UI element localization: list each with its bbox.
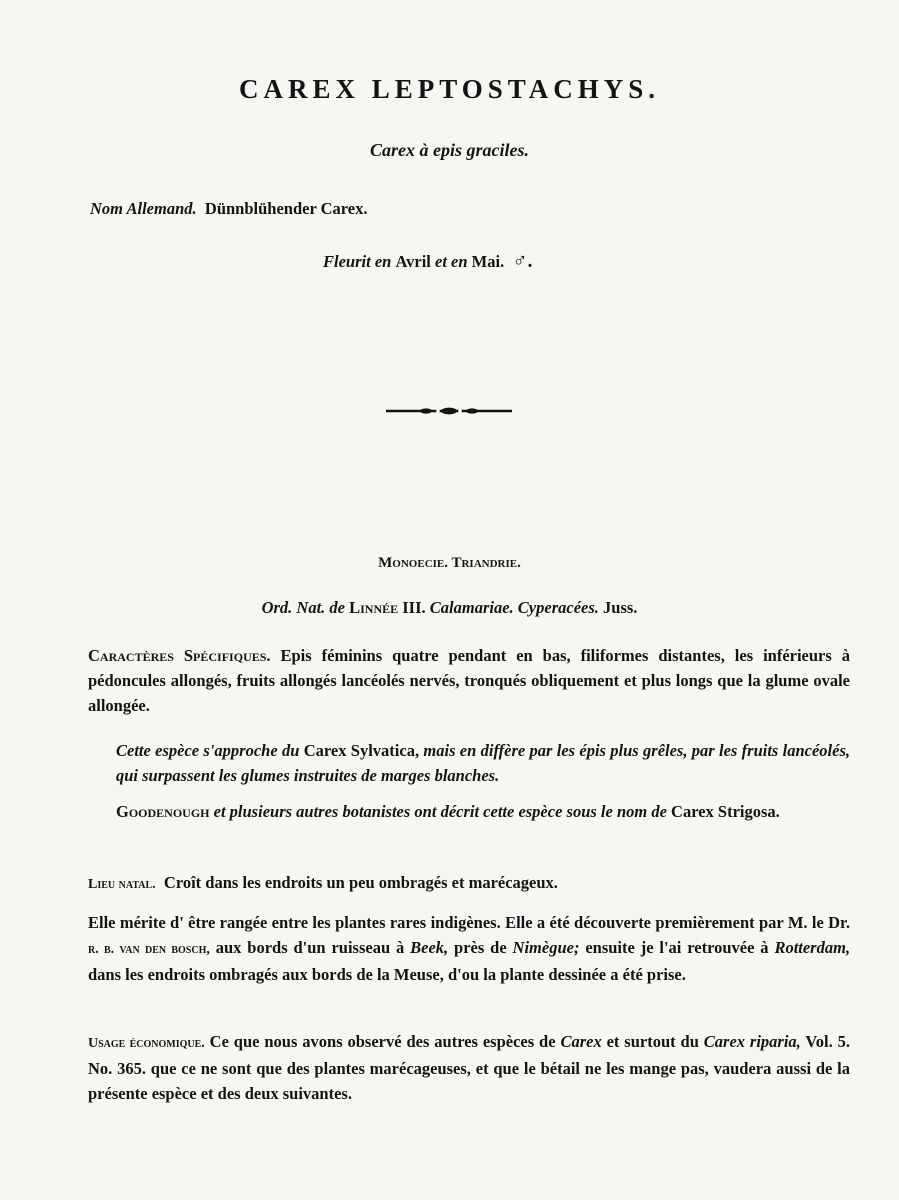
flowering-fleurit: Fleurit	[323, 252, 371, 271]
flowering-line	[323, 250, 532, 273]
usage-paragraph	[88, 1029, 850, 1106]
characters-text: Epis féminins quatre pendant en bas, filiformes distantes, les inférieurs à pédoncules allongés, fruits allongés lancéolés nervés, tronqués obliquement et plus longs que la glume ovale allongée.	[88, 646, 850, 715]
order-number: III.	[402, 598, 426, 617]
order-linnee: Linnée	[349, 598, 399, 617]
usage-label: Usage économique.	[88, 1036, 205, 1051]
note2-c: Carex Strigosa.	[671, 802, 780, 821]
male-symbol-icon: ♂.	[512, 250, 533, 272]
page-title: CAREX LEPTOSTACHYS.	[238, 74, 661, 104]
note-sylvatica	[116, 738, 850, 788]
habitat-label: Lieu natal.	[88, 877, 156, 892]
flowering-en-2: en	[451, 252, 468, 271]
habitat-detail-paragraph	[88, 910, 850, 987]
note1-a: Cette espèce s'approche du	[116, 741, 300, 760]
order-prefix: Ord. Nat. de	[261, 598, 345, 617]
habitat-detail-beek: Beek,	[410, 938, 449, 957]
order-line	[0, 598, 899, 618]
usage-a: Ce que nous avons observé des autres espèces de	[209, 1032, 556, 1051]
usage-e: Vol. 5. No. 365. que ce ne sont que des plantes marécageuses, et que le bétail ne les mange pas, vaudera aussi de la présente espèce et des deux suivantes.	[88, 1032, 851, 1103]
habitat-text: Croît dans les endroits un peu ombragés et marécageux.	[163, 873, 558, 892]
habitat-detail-i: dans les endroits ombragés aux bords de la Meuse, d'ou la plante dessinée a été prise.	[88, 965, 686, 984]
german-name-value: Dünnblühender Carex.	[204, 199, 368, 218]
habitat-detail-rotterdam: Rotterdam,	[774, 938, 851, 957]
order-calamariae: Calamariae.	[429, 598, 514, 617]
flowering-avril: Avril	[395, 252, 431, 271]
habitat-detail-nimegue: Nimègue;	[512, 938, 580, 957]
characters-paragraph	[88, 643, 850, 718]
note2-a: Goodenough	[116, 802, 210, 821]
note1-b: Carex Sylvatica,	[303, 741, 420, 760]
order-juss: Juss.	[603, 598, 638, 617]
flowering-mai: Mai.	[471, 252, 505, 271]
ornament-divider-icon	[386, 404, 512, 418]
german-name-line	[90, 199, 368, 219]
classification-heading: Monoecie. Triandrie.	[378, 555, 521, 571]
habitat-detail-e: près de	[454, 938, 507, 957]
order-cyperacees: Cyperacées.	[517, 598, 599, 617]
flowering-et: et	[435, 252, 447, 271]
habitat-detail-g: ensuite je l'ai retrouvée à	[585, 938, 769, 957]
page-subtitle: Carex à epis graciles.	[370, 140, 529, 160]
german-name-label: Nom Allemand.	[90, 199, 197, 218]
note1-c: mais en diffère par les épis plus grêles, par les fruits lancéolés, qui surpassent les glumes instruites de marges blanches.	[116, 741, 851, 785]
habitat-line	[88, 873, 558, 893]
habitat-detail-a: Elle mérite d' être rangée entre les plantes rares indigènes. Elle a été découverte premièrement par M. le Dr.	[88, 913, 850, 932]
characters-label: Caractères Spécifiques.	[88, 646, 271, 665]
usage-c: et surtout du	[606, 1032, 699, 1051]
habitat-detail-c: aux bords d'un ruisseau à	[215, 938, 405, 957]
note2-b: et plusieurs autres botanistes ont décrit cette espèce sous le nom de	[213, 802, 667, 821]
flowering-en: en	[374, 252, 392, 271]
note-goodenough	[116, 799, 850, 824]
habitat-detail-botanist: r. b. van den bosch,	[88, 942, 210, 957]
usage-carex-riparia: Carex riparia,	[703, 1032, 801, 1051]
usage-carex: Carex	[560, 1032, 602, 1051]
